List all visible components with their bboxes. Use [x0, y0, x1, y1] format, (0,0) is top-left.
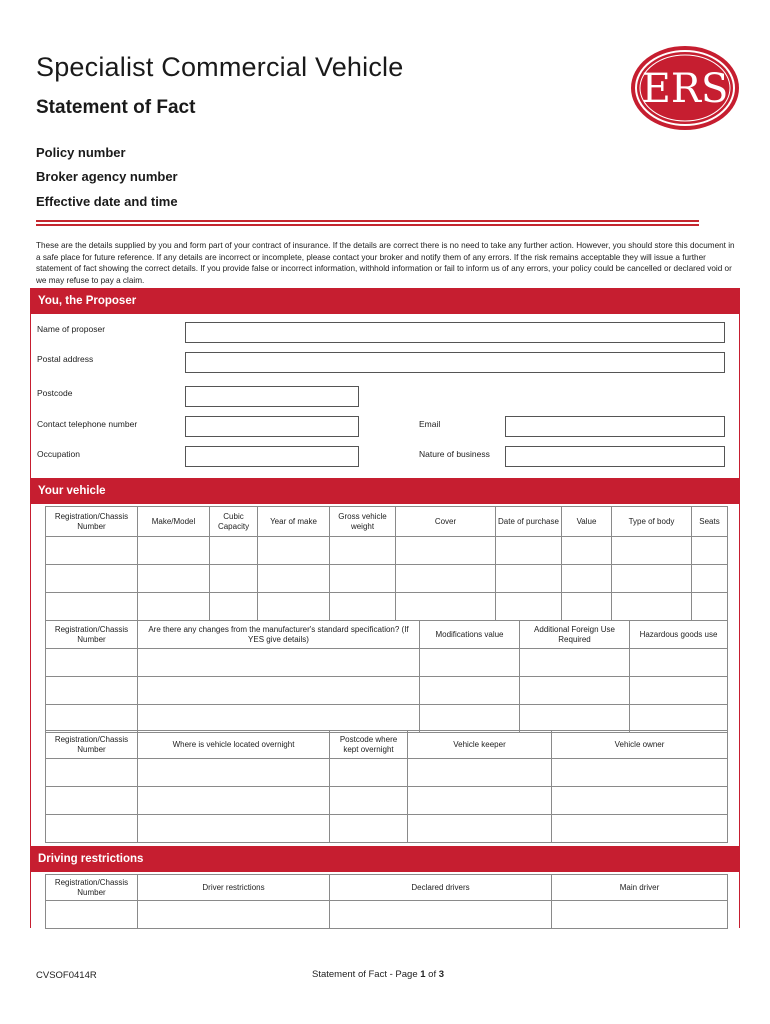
header-registration-chassis: Registration/Chassis Number	[46, 731, 138, 759]
section-header-proposer: You, the Proposer	[30, 288, 740, 314]
vehicle-details-header-row	[46, 507, 728, 537]
table-row	[46, 565, 728, 593]
table-row	[46, 705, 728, 733]
postcode-field[interactable]	[185, 386, 359, 407]
table-row	[46, 901, 728, 929]
table-row	[46, 677, 728, 705]
policy-number-label: Policy number	[36, 145, 126, 160]
header-gross-vehicle-weight: Gross vehicle weight	[330, 507, 396, 537]
page-current: 1	[420, 969, 426, 980]
header-value: Value	[562, 507, 612, 537]
contact-telephone-label: Contact telephone number	[37, 419, 138, 429]
vehicle-location-table	[45, 730, 728, 843]
vehicle-specification-table	[45, 620, 728, 733]
header-registration-chassis: Registration/Chassis Number	[46, 507, 138, 537]
ers-logo	[629, 44, 741, 132]
header-date-of-purchase: Date of purchase	[496, 507, 562, 537]
header-foreign-use: Additional Foreign Use Required	[520, 621, 630, 649]
header-vehicle-owner: Vehicle owner	[552, 731, 728, 759]
name-of-proposer-field[interactable]	[185, 322, 725, 343]
driving-restrictions-header-row	[46, 875, 728, 901]
header-overnight-location: Where is vehicle located overnight	[138, 731, 330, 759]
section-header-vehicle: Your vehicle	[30, 478, 740, 504]
occupation-label: Occupation	[37, 449, 80, 459]
header-modifications-value: Modifications value	[420, 621, 520, 649]
section-header-driving-restrictions: Driving restrictions	[30, 846, 740, 872]
email-field[interactable]	[505, 416, 725, 437]
contact-telephone-field[interactable]	[185, 416, 359, 437]
postcode-label: Postcode	[37, 388, 73, 398]
header-seats: Seats	[692, 507, 728, 537]
header-registration-chassis: Registration/Chassis Number	[46, 875, 138, 901]
table-row	[46, 537, 728, 565]
name-of-proposer-label: Name of proposer	[37, 324, 106, 334]
intro-paragraph: These are the details supplied by you and form part of your contract of insurance. If the details are correct there is no need to take any further action. However, you should store this document in a safe place for future reference. If any details are incorrect or incomplete, please contact your broker and notify them of any errors. If the risk remains acceptable they will issue a further statement of fact showing the correct details. If you provide false or incorrect information, withhold information or fail to inform us of any errors, your policy could be cancelled or declared void or we may refuse to pay a claim.	[36, 241, 735, 285]
vehicle-specification-header-row	[46, 621, 728, 649]
header-overnight-postcode: Postcode where kept overnight	[330, 731, 408, 759]
effective-date-label: Effective date and time	[36, 194, 178, 209]
logo-text: ERS	[641, 66, 729, 112]
postal-address-field[interactable]	[185, 352, 725, 373]
page-indicator	[312, 969, 444, 980]
header-cubic-capacity: Cubic Capacity	[210, 507, 258, 537]
proposer-section	[30, 314, 740, 478]
driving-restrictions-table	[45, 874, 728, 929]
broker-agency-label: Broker agency number	[36, 169, 178, 184]
header-cover: Cover	[396, 507, 496, 537]
document-subtitle: Statement of Fact	[36, 97, 196, 118]
table-row	[46, 593, 728, 621]
header-declared-drivers: Declared drivers	[330, 875, 552, 901]
header-main-driver: Main driver	[552, 875, 728, 901]
nature-of-business-field[interactable]	[505, 446, 725, 467]
postal-address-label: Postal address	[37, 354, 94, 364]
table-row	[46, 815, 728, 843]
header-hazardous-goods: Hazardous goods use	[630, 621, 728, 649]
email-label: Email	[419, 419, 441, 429]
vehicle-section	[30, 504, 740, 846]
vehicle-location-header-row	[46, 731, 728, 759]
header-registration-chassis: Registration/Chassis Number	[46, 621, 138, 649]
document-title: Specialist Commercial Vehicle	[36, 52, 404, 82]
header-year-of-make: Year of make	[258, 507, 330, 537]
header-type-of-body: Type of body	[612, 507, 692, 537]
table-row	[46, 649, 728, 677]
header-divider	[36, 220, 699, 226]
vehicle-details-table	[45, 506, 728, 621]
header-driver-restrictions: Driver restrictions	[138, 875, 330, 901]
header-vehicle-keeper: Vehicle keeper	[408, 731, 552, 759]
table-row	[46, 759, 728, 787]
header-specification-changes: Are there any changes from the manufacturer's standard specification? (If YES give details)	[138, 621, 420, 649]
page-of: of	[425, 969, 439, 980]
table-row	[46, 787, 728, 815]
occupation-field[interactable]	[185, 446, 359, 467]
page-prefix: Statement of Fact - Page	[312, 969, 421, 980]
form-code: CVSOF0414R	[36, 970, 97, 981]
driving-restrictions-section	[30, 872, 740, 928]
header-make-model: Make/Model	[138, 507, 210, 537]
nature-of-business-label: Nature of business	[419, 449, 490, 459]
page-total: 3	[438, 969, 445, 980]
